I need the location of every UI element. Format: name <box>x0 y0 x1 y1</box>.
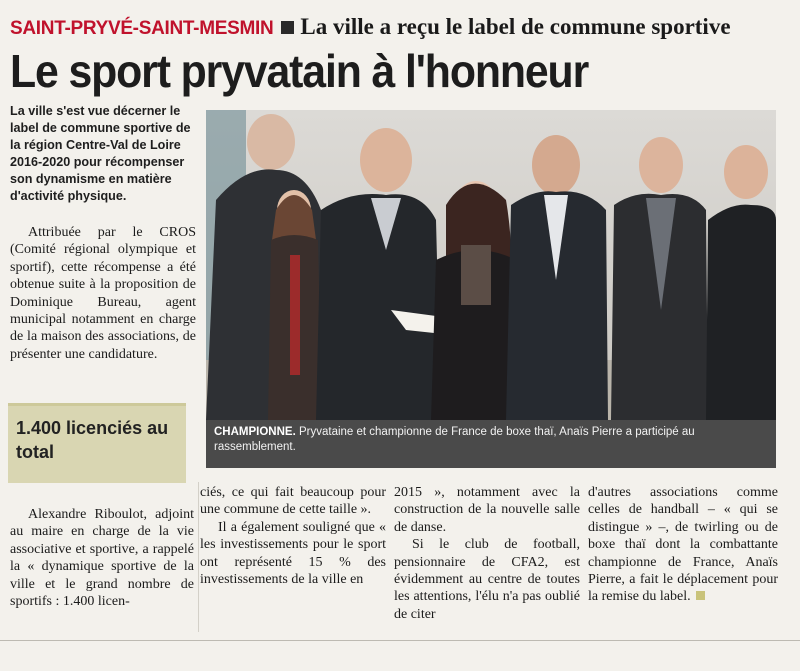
column-3-continuation: 2015 », notamment avec la construction de la nouvelle salle de danse. <box>394 485 580 535</box>
article-headline: Le sport pryvatain à l'honneur <box>10 45 589 97</box>
caption-lead: CHAMPIONNE. <box>214 426 296 438</box>
column-2-paragraph: Il a également souligné que « les investissements pour le sport ont représenté 15 % des investissements de la ville en <box>200 519 386 588</box>
group-photo-illustration <box>206 110 776 420</box>
article-lead: La ville s'est vue décerner le label de commune sportive de la région Centre-Val de Loire 2016-2020 pour récompenser son dynamisme en matière d'activité physique. <box>10 104 191 203</box>
column-1 <box>10 506 194 610</box>
kicker-line <box>10 14 790 42</box>
article-photo <box>206 110 776 420</box>
column-1-paragraph: Alexandre Riboulot, adjoint au maire en charge de la vie associative et sportive, a rappelé la « dynamique sportive de la ville et le grand nombre de sportifs : 1.400 licen- <box>10 507 194 610</box>
column-2 <box>200 484 386 588</box>
photo-caption <box>206 420 776 468</box>
intro-paragraph: Attribuée par le CROS (Comité régional olympique et sportif), cette récompense a été obtenue suite à la proposition de Dominique Bureau, agent municipal notamment en charge de la maison des associations, de présenter une candidature. <box>10 225 196 362</box>
kicker-place: SAINT-PRYVÉ-SAINT-MESMIN <box>10 18 274 39</box>
square-bullet-icon <box>281 21 294 34</box>
highlight-box-text: 1.400 licenciés au total <box>16 418 169 462</box>
column-divider <box>198 482 199 632</box>
column-3-paragraph: Si le club de football, pensionnaire de CFA2, est évidemment au centre de toutes les attentions, l'élu n'a pas oublié de citer <box>394 537 580 622</box>
highlight-box <box>8 403 186 483</box>
column-4 <box>588 484 778 606</box>
end-of-article-icon <box>696 591 705 600</box>
column-3 <box>394 484 580 623</box>
caption-text: Pryvataine et championne de France de boxe thaï, Anaïs Pierre a participé au rassemblement. <box>214 426 695 453</box>
kicker-subtitle: La ville a reçu le label de commune sportive <box>300 14 731 39</box>
page-bottom-rule <box>0 640 800 641</box>
article-intro-body <box>10 224 196 363</box>
column-4-text-wrap <box>588 484 778 606</box>
column-4-paragraph: d'autres associations comme celles de handball – « qui se distingue » –, de twirling ou de boxe thaï dont la combattante championne de France, Anaïs Pierre, a fait le déplacement pour la remise du label. <box>588 485 778 605</box>
column-2-continuation: ciés, ce qui fait beaucoup pour une commune de cette taille ». <box>200 485 386 518</box>
